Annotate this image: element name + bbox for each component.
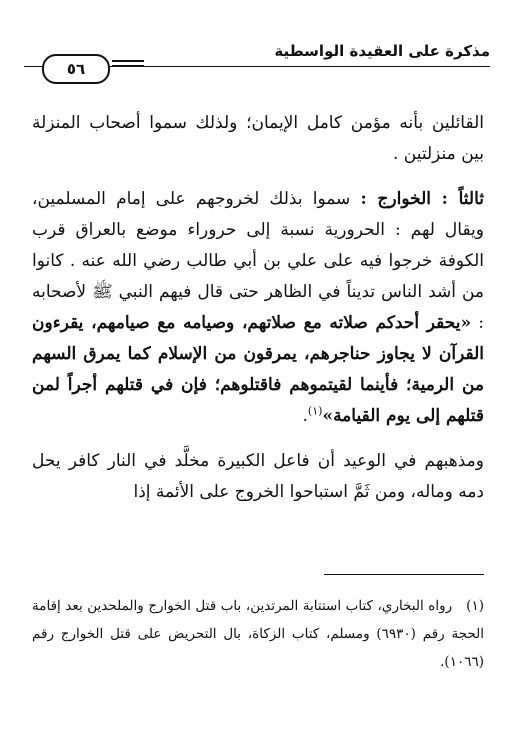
paragraph-2-end: .	[302, 406, 308, 426]
paragraph-2	[32, 184, 484, 432]
footnote-ref[interactable]: (١)	[307, 404, 323, 418]
paragraph-1: القائلين بأنه مؤمن كامل الإيمان؛ ولذلك سموا أصحاب المنزلة بين منزلتين .	[32, 113, 484, 164]
footnote-separator	[324, 574, 484, 575]
footnote-text: رواه البخاري، كتاب استتابة المرتدين، باب قتل الخوارج والملحدين بعد إقامة الحجة رقم (٦٩٣٠) ومسلم، كتاب الزكاة، بال التحريض على قتل الخوارج رقم (١٠٦٦).	[32, 598, 484, 670]
paragraph-3: ومذهبهم في الوعيد أن فاعل الكبيرة مخلَّد في النار كافر يحل دمه وماله، ومن ثَمَّ استباحوا الخروج على الأئمة إذا	[32, 451, 484, 502]
page-header	[24, 36, 490, 88]
header-decoration	[112, 60, 144, 74]
section-label: ثالثاً : الخوارج :	[360, 189, 484, 209]
page-number	[42, 54, 110, 84]
paragraph-2-text: سموا بذلك لخروجهم على إمام المسلمين، ويقال لهم : الحرورية نسبة إلى حروراء موضع بالعراق قرب الكوفة خرجوا فيه على علي بن أبي طالب رضي الله عنه . كانوا من أشد الناس تديناً في الظاهر حتى قال فيهم النبي ﷺ لأصحابه :	[32, 189, 484, 333]
footnote-marker: (١)	[466, 598, 484, 614]
footnote	[32, 592, 484, 676]
page-number-text: ٥٦	[66, 60, 86, 78]
hadith-quote: «يحقر أحدكم صلاته مع صلاتهم، وصيامه مع صيامهم، يقرءون القرآن لا يجاوز حناجرهم، يمرقون من الإسلام كما يمرق السهم من الرمية؛ فأينما لقيتموهم فاقتلوهم؛ فإن في قتلهم أجراً لمن قتلهم إلى يوم القيامة»	[32, 313, 484, 426]
running-title: مذكرة على العقيدة الواسطية	[274, 42, 490, 60]
main-text	[32, 108, 484, 522]
